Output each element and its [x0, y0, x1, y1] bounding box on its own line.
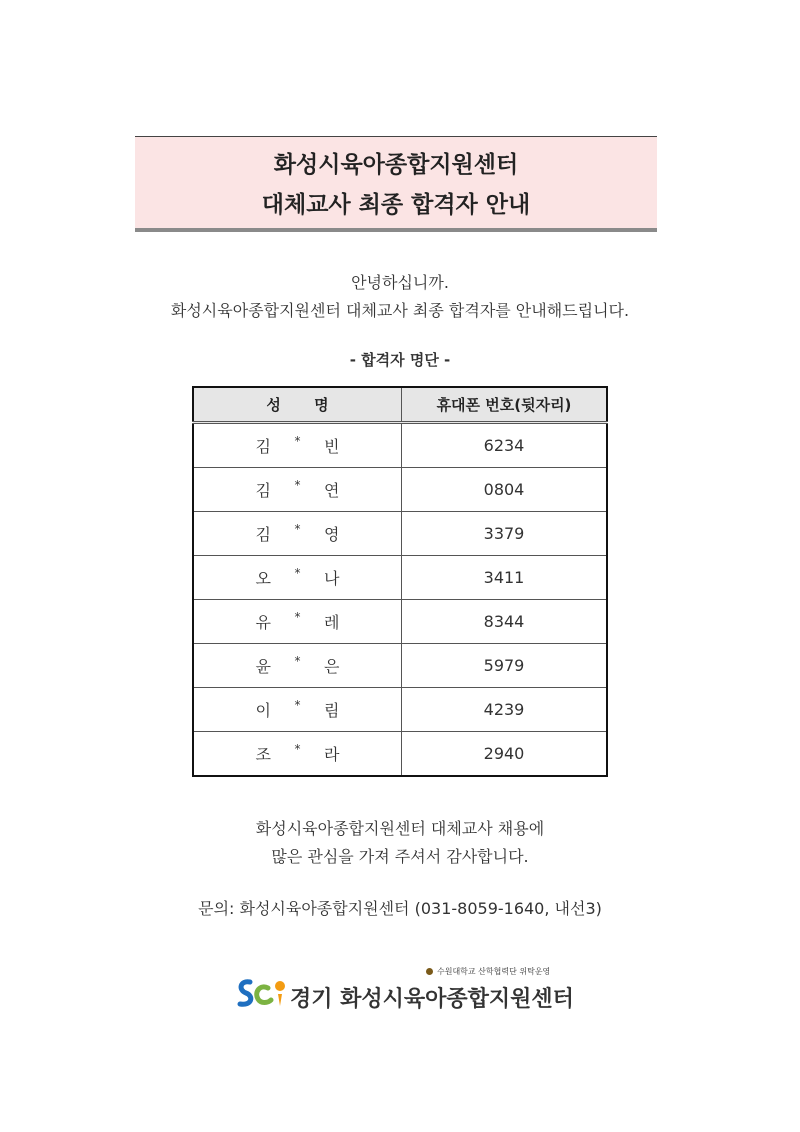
table-row [193, 423, 607, 468]
name-first: 이 [255, 701, 271, 720]
closing-line-1: 화성시육아종합지원센터 대체교사 채용에 [255, 819, 545, 838]
applicant-name [256, 566, 340, 589]
name-first: 김 [255, 481, 271, 500]
center-logo [236, 966, 574, 1014]
table-row [193, 512, 607, 556]
name-first: 유 [255, 613, 271, 632]
col-phone-header: 휴대폰 번호(뒷자리) [402, 387, 608, 423]
applicant-name [256, 522, 340, 545]
name-mid: * [294, 610, 301, 624]
intro-message: 화성시육아종합지원센터 대체교사 최종 합격자를 안내해드립니다. [170, 301, 630, 320]
name-last: 빈 [324, 437, 340, 456]
phone-suffix-cell: 2940 [402, 732, 608, 777]
phone-suffix-cell: 4239 [402, 688, 608, 732]
applicant-name-cell [193, 423, 402, 468]
title-line-2: 대체교사 최종 합격자 안내 [261, 192, 531, 218]
name-last: 영 [324, 525, 340, 544]
applicant-name-cell [193, 468, 402, 512]
roster-table [192, 386, 608, 777]
name-last: 나 [324, 569, 340, 588]
table-row [193, 556, 607, 600]
name-mid: * [294, 654, 301, 668]
name-last: 연 [324, 481, 340, 500]
name-first: 윤 [255, 657, 271, 676]
university-emblem-icon [426, 968, 433, 975]
table-row [193, 732, 607, 777]
roster-body [193, 423, 607, 777]
applicant-name [256, 610, 340, 633]
name-last: 은 [324, 657, 340, 676]
name-last: 림 [324, 701, 340, 720]
phone-suffix-cell: 8344 [402, 600, 608, 644]
applicant-name [256, 434, 340, 457]
operator-text: 수원대학교 산학협력단 위탁운영 [437, 967, 551, 976]
title-line-1: 화성시육아종합지원센터 [273, 152, 519, 178]
contact-info: 문의: 화성시육아종합지원센터 (031-8059-1640, 내선3) [198, 899, 602, 918]
applicant-name-cell [193, 512, 402, 556]
phone-suffix-cell: 0804 [402, 468, 608, 512]
table-row [193, 644, 607, 688]
applicant-name [256, 698, 340, 721]
name-first: 김 [255, 525, 271, 544]
table-row [193, 600, 607, 644]
table-row [193, 688, 607, 732]
name-last: 레 [324, 613, 340, 632]
name-mid: * [294, 434, 301, 448]
name-last: 라 [324, 745, 340, 764]
applicant-name-cell [193, 600, 402, 644]
name-mid: * [294, 698, 301, 712]
applicant-name-cell [193, 556, 402, 600]
name-mid: * [294, 566, 301, 580]
applicant-name-cell [193, 688, 402, 732]
phone-suffix-cell: 3379 [402, 512, 608, 556]
name-mid: * [294, 478, 301, 492]
operator-note [426, 966, 550, 977]
greeting: 안녕하십니까. [351, 273, 449, 292]
applicant-name [256, 654, 340, 677]
center-logo-mark [236, 976, 288, 1012]
phone-suffix-cell: 3411 [402, 556, 608, 600]
closing-line-2: 많은 관심을 가져 주셔서 감사합니다. [271, 847, 529, 866]
name-first: 오 [255, 569, 271, 588]
applicant-name [256, 478, 340, 501]
applicant-name [256, 742, 340, 765]
list-title: - 합격자 명단 - [349, 351, 451, 369]
name-first: 김 [255, 437, 271, 456]
center-name: 경기 화성시육아종합지원센터 [290, 987, 574, 1012]
title-box [135, 136, 657, 232]
applicant-name-cell [193, 644, 402, 688]
phone-suffix-cell: 5979 [402, 644, 608, 688]
phone-suffix-cell: 6234 [402, 423, 608, 468]
col-name-header: 성 명 [193, 387, 402, 423]
table-header-row [193, 387, 607, 423]
name-first: 조 [255, 745, 271, 764]
table-row [193, 468, 607, 512]
name-mid: * [294, 742, 301, 756]
name-mid: * [294, 522, 301, 536]
applicant-name-cell [193, 732, 402, 777]
